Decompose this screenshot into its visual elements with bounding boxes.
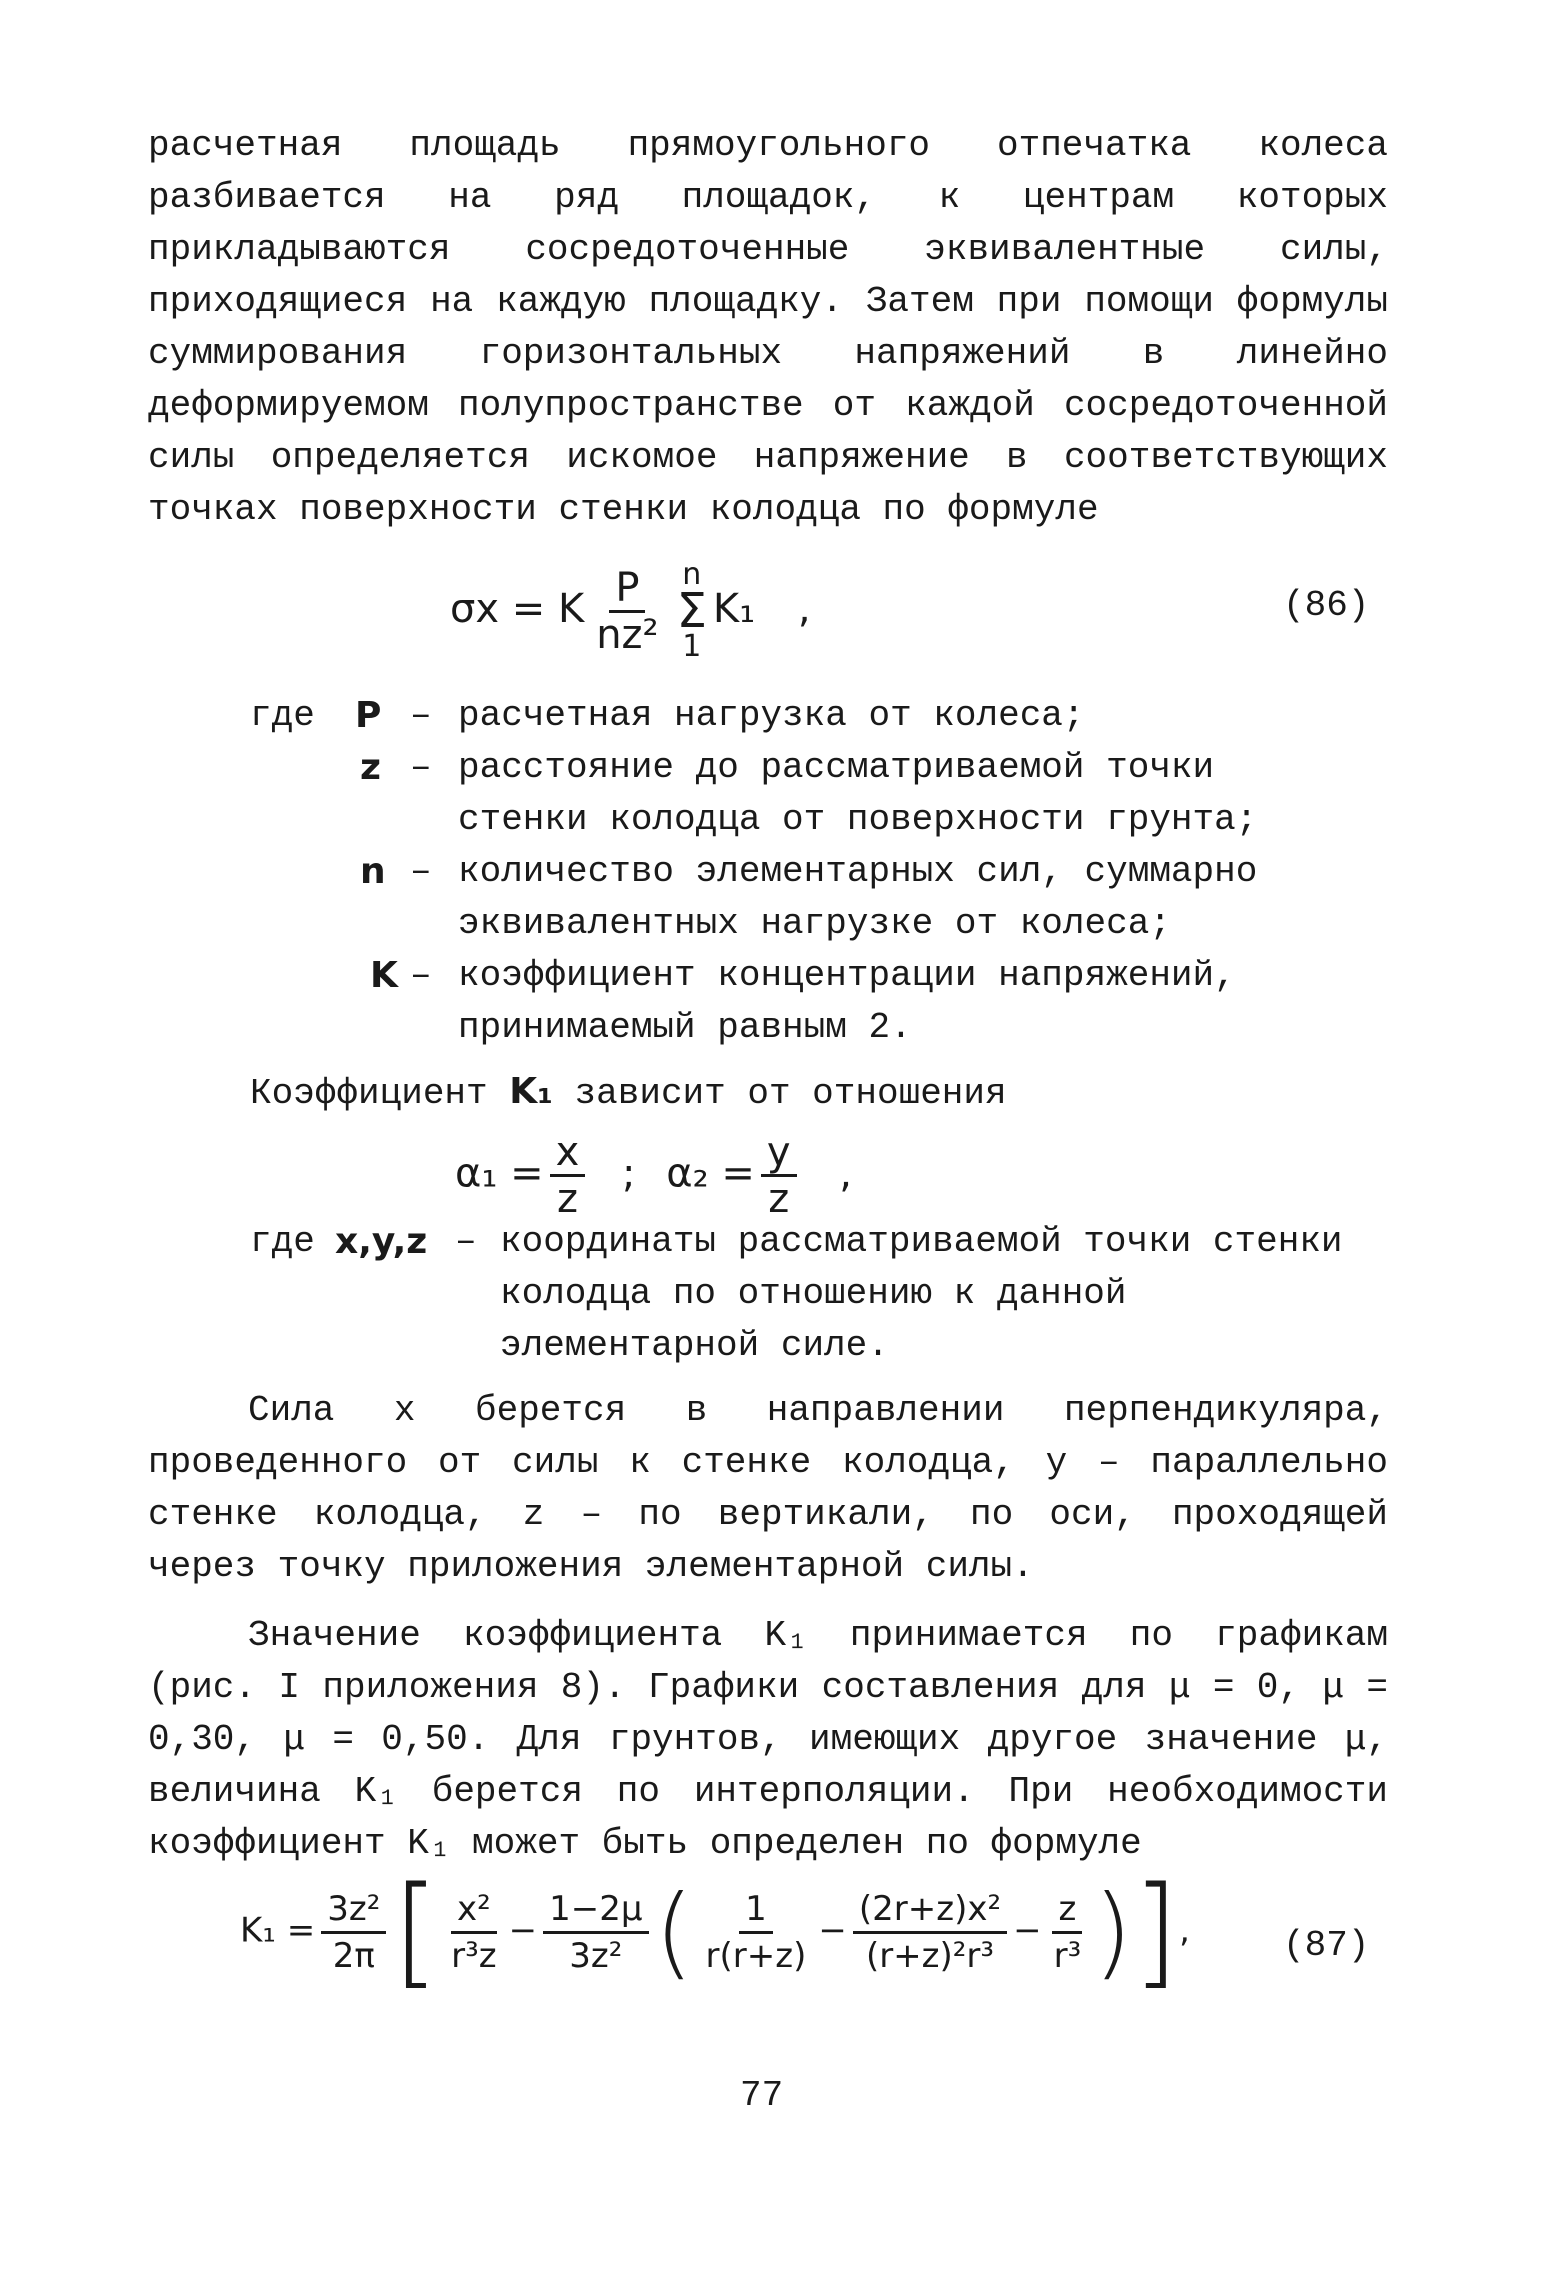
symbol-xyz: x,y,z (335, 1221, 428, 1262)
symbol-n: n (360, 851, 386, 892)
fraction-numerator: (2r+z)x² (853, 1887, 1007, 1934)
formula-87-lhs: K₁ = (240, 1910, 316, 1951)
sum-upper: n (682, 557, 702, 592)
symbol-z: z (360, 747, 381, 788)
fraction-denominator: 2π (332, 1935, 375, 1976)
alpha1-label: α₁ = (455, 1150, 544, 1197)
sum-sign: Σ (676, 583, 707, 639)
symbol-K: K (370, 955, 398, 996)
where-lead-2: где (250, 1221, 315, 1262)
definition-K: коэффициент концентрации напряжений, принимаемый равным 2. (458, 955, 1236, 1048)
equation-number-87: (87) (1283, 1925, 1370, 1966)
fraction-denominator: z (768, 1176, 790, 1222)
equation-number-86: (86) (1283, 585, 1370, 626)
dash: – (455, 1221, 477, 1262)
fraction-denominator: z (556, 1176, 578, 1222)
where-lead-1: где (250, 695, 315, 736)
minus-sign: − (818, 1910, 847, 1951)
ratio-formulas (455, 1130, 852, 1221)
formula-87-comma: , (1179, 1910, 1190, 1951)
ratio-separator: ; (622, 1150, 636, 1197)
formula-86-comma: , (797, 586, 811, 632)
fraction-numerator: 1−2μ (543, 1887, 648, 1934)
definition-xyz: координаты рассматриваемой точки стенки колодца по отношению к данной элементарной силе. (500, 1221, 1343, 1366)
fraction-4 (700, 1887, 813, 1978)
coefficient-line (250, 1066, 1007, 1120)
minus-sign: − (1013, 1910, 1042, 1951)
paragraph-3: Значение коэффициента K₁ принимается по графикам (рис. I приложения 8). Графики составления для μ = 0, μ = 0,30, μ = 0,50. Для грунтов, имеющих другое значение μ, величина K₁ берется по интерполяции. При необходимости коэффициент K₁ может быть определен по формуле (148, 1615, 1388, 1864)
symbol-K1: K₁ (509, 1071, 553, 1112)
right-bracket: ] (1132, 1862, 1180, 2001)
fraction-denominator: nz² (596, 611, 659, 658)
dash: – (410, 851, 432, 892)
fraction-numerator: z (1052, 1887, 1082, 1934)
fraction-denominator: r³z (451, 1935, 497, 1976)
fraction-denominator: r(r+z) (705, 1935, 807, 1976)
formula-86-fraction (590, 566, 664, 657)
fraction-numerator: 3z² (321, 1887, 386, 1934)
dash: – (410, 747, 432, 788)
fraction-numerator: P (609, 566, 645, 613)
dash: – (410, 955, 432, 996)
fraction-denominator: (r+z)²r³ (865, 1935, 995, 1976)
formula-86 (450, 557, 811, 664)
fraction-1 (321, 1887, 386, 1978)
fraction-denominator: r³ (1053, 1935, 1082, 1976)
right-paren: ) (1093, 1873, 1133, 1990)
fraction-denominator: 3z² (569, 1935, 623, 1976)
alpha2-fraction (761, 1130, 797, 1221)
fraction-6 (1048, 1887, 1088, 1978)
dash: – (410, 695, 432, 736)
fraction-numerator: y (761, 1130, 797, 1177)
alpha1-fraction (550, 1130, 586, 1221)
formula-87 (240, 1862, 1190, 2001)
definition-P: расчетная нагрузка от колеса; (458, 695, 1085, 736)
definition-n: количество элементарных сил, суммарно эквивалентных нагрузке от колеса; (458, 851, 1258, 944)
paragraph-2: Сила x берется в направлении перпендикуляра, проведенного от силы к стенке колодца, y – параллельно стенке колодца, z – по вертикали, по оси, проходящей через точку приложения элементарной силы. (148, 1390, 1388, 1587)
symbol-P: P (355, 695, 382, 736)
minus-sign: − (508, 1910, 538, 1951)
fraction-5 (853, 1887, 1007, 1978)
paragraph-1: расчетная площадь прямоугольного отпечатка колеса разбивается на ряд площадок, к центрам которых прикладываются сосредоточенные эквивалентные силы, приходящиеся на каждую площадку. Затем при помощи формулы суммирования горизонтальных напряжений в линейно деформируемом полупространстве от каждой сосредоточенной силы определяется искомое напряжение в соответствующих точках поверхности стенки колодца по формуле (148, 125, 1388, 530)
fraction-numerator: x (550, 1130, 586, 1177)
coefficient-rest: зависит от отношения (574, 1073, 1007, 1114)
summation (676, 557, 707, 664)
fraction-2 (445, 1887, 502, 1978)
fraction-numerator: 1 (739, 1887, 773, 1934)
fraction-3 (543, 1887, 648, 1978)
ratio-comma: , (839, 1150, 852, 1197)
left-paren: ( (654, 1873, 694, 1990)
formula-86-term: K₁ (712, 586, 756, 632)
left-bracket: [ (392, 1862, 440, 2001)
page-number: 77 (740, 2075, 784, 2116)
coefficient-word: Коэффициент (250, 1073, 488, 1114)
alpha2-label: α₂ = (666, 1150, 755, 1197)
fraction-numerator: x² (451, 1887, 497, 1934)
formula-86-lhs: σx = K (450, 586, 585, 632)
sum-lower: 1 (682, 629, 702, 664)
definition-z: расстояние до рассматриваемой точки стенки колодца от поверхности грунта; (458, 747, 1258, 840)
